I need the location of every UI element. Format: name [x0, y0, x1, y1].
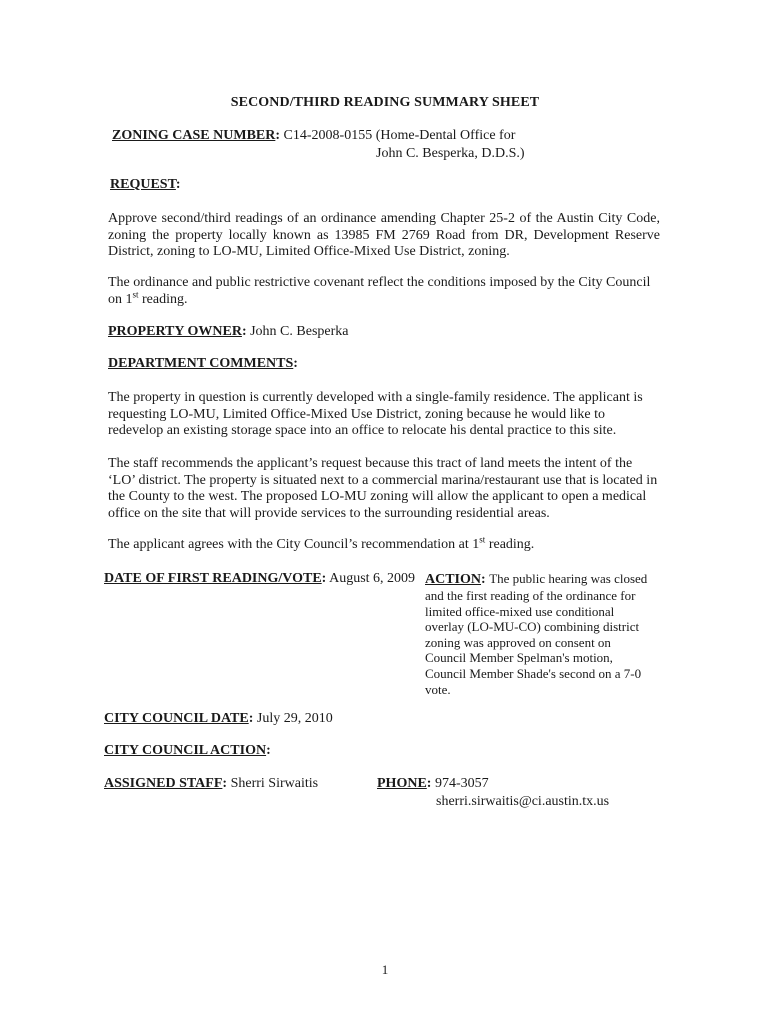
department-comments-paragraph-3: The applicant agrees with the City Council’s recommendation at 1st reading. [108, 534, 535, 552]
staff-email: sherri.sirwaitis@ci.austin.tx.us [436, 794, 610, 809]
action-line: overlay (LO-MU-CO) combining district [425, 619, 640, 635]
action-label: ACTION [425, 572, 482, 587]
action-line: zoning was approved on consent on [425, 634, 611, 650]
department-comments-paragraph-2: The staff recommends the applicant’s request because this tract of land meets the intent of the ‘LO’ district. The property is situated next to a commercial marina/restaurant use that is located in the County to the west. The proposed LO-MU zoning will allow the applicant to open a medical office on the site that will provide services to the surrounding residential areas. [108, 456, 658, 521]
request-paragraph-1: Approve second/third readings of an ordinance amending Chapter 25-2 of the Austin City Code, zoning the property locally known as 13985 FM 2769 Road from DR, Development Reserve District, zoning to LO-MU, Limited Office-Mixed Use District, zoning. [108, 211, 660, 259]
first-reading-label: DATE OF FIRST READING/VOTE [104, 571, 322, 586]
request-paragraph-2: The ordinance and public restrictive covenant reflect the conditions imposed by the City Council on 1st reading. [108, 275, 651, 307]
action-line: limited office-mixed use conditional [425, 603, 615, 619]
action-line: vote. [425, 681, 451, 697]
assigned-staff-row: ASSIGNED STAFF: Sherri Sirwaitis [104, 776, 319, 791]
department-comments-paragraph-1: The property in question is currently developed with a single-family residence. The applicant is requesting LO-MU, Limited Office-Mixed Use District, zoning because he would like to redevelop an existing storage space into an office to relocate his dental practice to this site. [108, 390, 643, 438]
council-date-row: CITY COUNCIL DATE: July 29, 2010 [104, 711, 333, 726]
department-comments-heading: DEPARTMENT COMMENTS: [108, 356, 298, 371]
phone-value: 974-3057 [434, 776, 489, 791]
property-owner-label: PROPERTY OWNER [108, 324, 242, 339]
assigned-staff-label: ASSIGNED STAFF [104, 776, 223, 791]
action-line: and the first reading of the ordinance for [425, 588, 636, 603]
first-reading-row: DATE OF FIRST READING/VOTE: August 6, 2009 [104, 571, 416, 586]
action-line-0: The public hearing was closed [489, 571, 648, 586]
action-line: Council Member Shade's second on a 7-0 [425, 665, 642, 681]
action-description [425, 588, 641, 697]
phone-label: PHONE [377, 776, 427, 791]
council-date-value: July 29, 2010 [256, 711, 333, 726]
zoning-case-value: C14-2008-0155 (Home-Dental Office for [283, 128, 516, 143]
action-row: ACTION: The public hearing was closed [425, 571, 648, 587]
assigned-staff-value: Sherri Sirwaitis [230, 776, 319, 791]
request-heading: REQUEST: [110, 177, 181, 192]
property-owner-row: PROPERTY OWNER: John C. Besperka [108, 324, 349, 339]
action-line: Council Member Spelman's motion, [425, 650, 613, 666]
property-owner-value: John C. Besperka [250, 324, 349, 339]
first-reading-value: August 6, 2009 [329, 571, 416, 586]
page-title: SECOND/THIRD READING SUMMARY SHEET [230, 95, 540, 110]
zoning-case-row: ZONING CASE NUMBER: C14-2008-0155 (Home-Dental Office for [112, 128, 516, 143]
zoning-case-label: ZONING CASE NUMBER [112, 128, 276, 143]
council-action-heading: CITY COUNCIL ACTION: [104, 743, 271, 758]
zoning-case-value-line2: John C. Besperka, D.D.S.) [376, 146, 525, 161]
phone-row: PHONE: 974-3057 [377, 776, 489, 791]
council-date-label: CITY COUNCIL DATE [104, 711, 249, 726]
page-number: 1 [381, 962, 389, 977]
